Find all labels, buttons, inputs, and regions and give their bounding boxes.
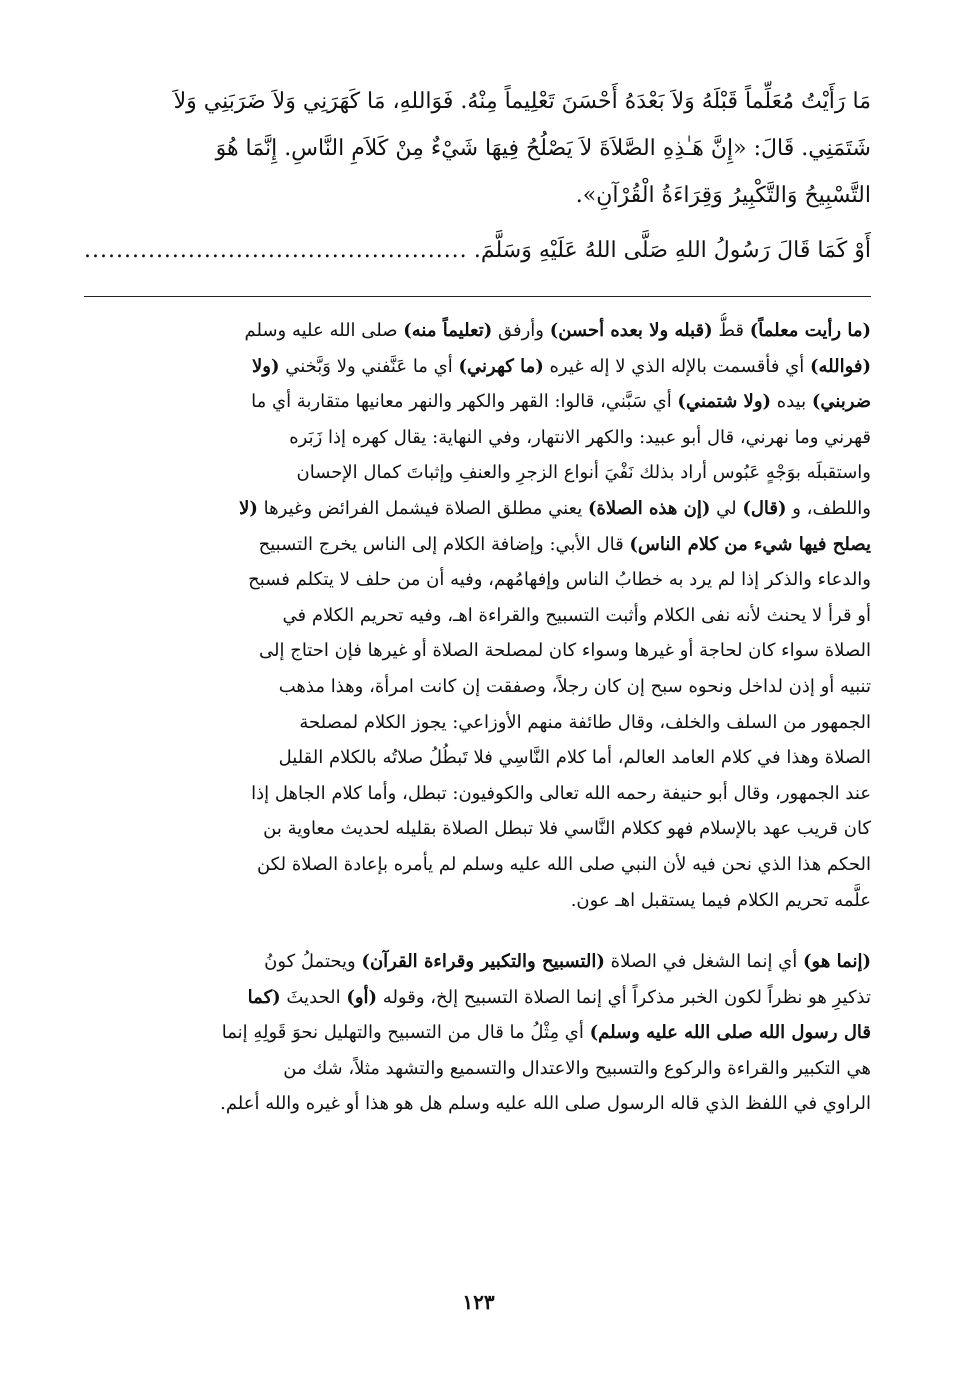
hadith-ending-dots: ................................................ [84, 238, 468, 263]
commentary-line: (ما رأيت معلماً) قطُّ (قبله ولا بعده أحسن) وأرفق (تعليماً منه) صلى الله عليه وسلم [244, 320, 871, 341]
commentary-line: الحكم هذا الذي نحن فيه لأن النبي صلى الله عليه وسلم لم يأمره بإعادة الصلاة لكن [256, 853, 871, 875]
commentary-line: واستقبلَه بوَجْهٍ عَبُوس أراد بذلك نَفْيَ أنواع الزجرِ والعنفِ وإثباتَ كمال الإحسان [296, 462, 871, 484]
commentary-line: الراوي في اللفظ الذي قاله الرسول صلى الله عليه وسلم هل هو هذا أو غيره والله أعلم. [220, 1093, 871, 1115]
commentary-line: الصلاة وهذا في كلام العامد العالم، أما كلام النَّاسِي فلا تَبطُلُ صلاتُه بالكلام القليل [278, 747, 871, 769]
hadith-line-3: التَّسْبِيحُ وَالتَّكْبِيرُ وَقِرَاءَةُ الْقُرْآنِ». [575, 183, 871, 208]
commentary-line: واللطف، و (قال) لي (إن هذه الصلاة) يعني مطلق الصلاة فيشمل الفرائض وغيرها (لا [239, 497, 871, 519]
footnote-divider [84, 296, 871, 297]
commentary-line: تذكيرِ هو نظراً لكون الخبر مذكراً أي إنما الصلاة التسبيح إلخ، وقوله (أو) الحديثَ (كما [247, 986, 871, 1008]
hadith-line-2: شَتَمَنِي. قَالَ: «إِنَّ هَـٰذِهِ الصَّلاَةَ لاَ يَصْلُحُ فِيهَا شَيْءٌ مِنْ كَلاَمِ النَّاسِ. إِنَّمَا هُوَ [215, 136, 871, 161]
hadith-ending [84, 227, 871, 274]
commentary-line: ضربني) بيده (ولا شتمني) أي سَبَّني، قالوا: القهر والكهر والنهر معانيها متقاربة أي ما [251, 391, 871, 413]
commentary-line: أو قرأ لا يحنث لأنه نفى الكلام وأثبت التسبيح والقراءة اهـ، وفيه تحريم الكلام في [282, 604, 871, 626]
commentary-line: تنبيه أو إذن لداخل ونحوه سبح إن كان رجلاً، وصفقت إن كانت امرأة، وهذا مذهب [278, 675, 871, 697]
commentary-line: قهرني وما نهرني، قال أبو عبيد: والكهر الانتهار، وفي النهاية: يقال كهره إذا زَبَره [289, 426, 871, 448]
commentary-line: قال رسول الله صلى الله عليه وسلم) أي مِثْلُ ما قال من التسبيح والتهليل نحوَ قَولِهِ إنما [221, 1022, 871, 1044]
hadith-line-1: مَا رَأَيْتُ مُعَلِّماً قَبْلَهُ وَلاَ بَعْدَهُ أَحْسَنَ تَعْلِيماً مِنْهُ. فَوَاللهِ، مَا كَهَرَنِي وَلاَ ضَرَبَنِي وَلاَ [173, 89, 871, 114]
hadith-ending-text: أَوْ كَمَا قَالَ رَسُولُ اللهِ صَلَّى اللهُ عَلَيْهِ وَسَلَّمَ. [473, 238, 871, 263]
commentary-paragraph-2 [84, 944, 871, 1122]
commentary-line: (إنما هو) أي إنما الشغل في الصلاة (التسبيح والتكبير وقراءة القرآن) ويحتملُ كونُ [264, 951, 871, 973]
hadith-text [84, 78, 871, 219]
commentary-line: كان قريب عهد بالإسلام فهو ككلام النَّاسي فلا تبطل الصلاة بقليله لحديث معاوية بن [263, 818, 871, 840]
commentary-line: الجمهور من السلف والخلف، وقال طائفة منهم الأوزاعي: يجوز الكلام لمصلحة [299, 711, 871, 733]
commentary-line: هي التكبير والقراءة والركوع والتسبيح والاعتدال والتسميع والتشهد مثلاً، شك من [283, 1057, 871, 1079]
commentary-line: علَّمه تحريم الكلام فيما يستقبل اهـ عون. [570, 889, 871, 911]
commentary-line: والدعاء والذكر إذا لم يرد به خطابُ الناس وإفهامُهم، وفيه أن من حلف لا يتكلم فسبح [248, 569, 871, 591]
commentary-line: يصلح فيها شيء من كلام الناس) قال الأبي: وإضافة الكلام إلى الناس يخرج التسبيح [258, 533, 871, 555]
page-number: ١٢٣ [462, 1290, 495, 1314]
commentary-line: (فوالله) أي فأقسمت بالإله الذي لا إله غيره (ما كهرني) أي ما عَنَّفني ولا وَبَّخني (ولا [252, 355, 871, 377]
paragraph-gap [84, 918, 871, 944]
commentary-line: عند الجمهور، وقال أبو حنيفة رحمه الله تعالى والكوفيون: تبطل، وأما كلام الجاهل إذا [251, 782, 871, 804]
commentary-paragraph-1 [84, 313, 871, 918]
commentary-line: الصلاة سواء كان لحاجة أو غيرها وسواء كان لمصلحة الصلاة أو غيرها فإن احتاج إلى [258, 640, 871, 662]
